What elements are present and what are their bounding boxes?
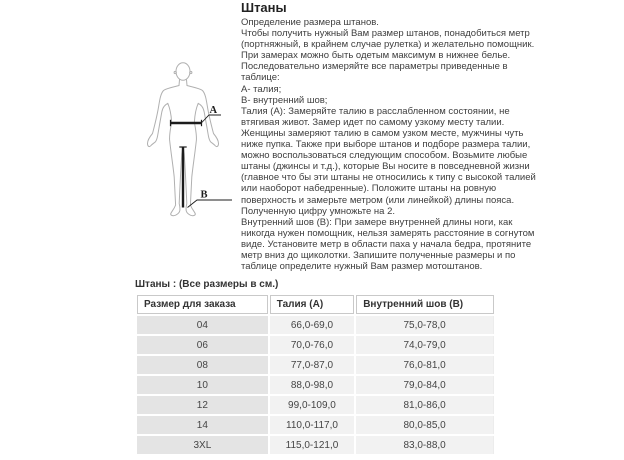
text-line: можно воспользоваться следующим способом. Возьмите любые xyxy=(241,150,528,162)
text-line: втягивая живот. Замер идет по самому узкому месту талии. xyxy=(241,116,505,128)
label-b-leader-line xyxy=(188,200,233,208)
page-title: Штаны xyxy=(241,0,287,15)
text-line: штаны (джинсы и т.д.), которые Вы носите в повседневной жизни xyxy=(241,161,530,173)
size-cell: 3XL xyxy=(137,436,268,454)
text-line: таблице: xyxy=(241,72,280,84)
text-line: никогда нужен помощник, нельзя замерять расстояние в согнутом xyxy=(241,227,535,239)
body-measurement-diagram xyxy=(128,57,244,221)
size-cell: 06 xyxy=(137,336,268,354)
waist-cell: 70,0-76,0 xyxy=(270,336,354,354)
inseam-cell: 79,0-84,0 xyxy=(356,376,494,394)
inseam-label-b: B xyxy=(200,189,208,201)
text-line: Внутренний шов (В): При замере внутренней длины ноги, как xyxy=(241,216,513,228)
text-line: Талия (А): Замеряйте талию в расслабленном состоянии, не xyxy=(241,105,510,117)
table-row xyxy=(137,376,494,394)
waist-cell: 115,0-121,0 xyxy=(270,436,354,454)
table-row xyxy=(137,416,494,434)
text-line: поверхность и замерьте метром (или линейкой) длины пояса. xyxy=(241,194,515,206)
size-cell: 10 xyxy=(137,376,268,394)
sizing-instructions-text xyxy=(241,17,536,273)
text-line: При замерах можно быть одетым максимум в нижнее белье. xyxy=(241,50,511,62)
table-row xyxy=(137,336,494,354)
waist-label-a: A xyxy=(209,105,218,116)
size-cell: 08 xyxy=(137,356,268,374)
inseam-cell: 76,0-81,0 xyxy=(356,356,494,374)
text-line: В- внутренний шов; xyxy=(241,94,328,106)
header-row xyxy=(137,295,494,314)
text-line: виде. Установите метр в области паха у начала бедра, протяните xyxy=(241,238,532,250)
waist-measure-mark xyxy=(171,120,202,126)
text-line: (главное что бы эти штаны не относились к типу с высокой талией xyxy=(241,172,536,184)
text-line: ниже пупка. Также при выборе штанов и подборе размера талии, xyxy=(241,139,531,151)
text-line: или наоборот набедренные). Положите штаны на ровную xyxy=(241,183,497,195)
table-row xyxy=(137,396,494,414)
inseam-cell: 75,0-78,0 xyxy=(356,316,494,334)
size-cell: 12 xyxy=(137,396,268,414)
text-line: Последовательно измеряйте все параметры приведенные в xyxy=(241,61,508,73)
text-line: Женщины замеряют талию в самом узком месте, мужчины чуть xyxy=(241,127,524,139)
text-line: Чтобы получить нужный Вам размер штанов, понадобиться метр xyxy=(241,28,530,40)
inseam-cell: 81,0-86,0 xyxy=(356,396,494,414)
size-table xyxy=(135,293,496,456)
waist-cell: 99,0-109,0 xyxy=(270,396,354,414)
inseam-cell: 74,0-79,0 xyxy=(356,336,494,354)
waist-cell: 88,0-98,0 xyxy=(270,376,354,394)
column-header-order-size: Размер для заказа xyxy=(137,295,268,314)
table-row xyxy=(137,356,494,374)
column-header-waist: Талия (А) xyxy=(270,295,354,314)
text-line: (портняжный, в крайнем случае рулетка) и желательно помощник. xyxy=(241,39,535,51)
waist-cell: 110,0-117,0 xyxy=(270,416,354,434)
inseam-cell: 83,0-88,0 xyxy=(356,436,494,454)
text-line: А- талия; xyxy=(241,83,282,95)
inseam-cell: 80,0-85,0 xyxy=(356,416,494,434)
waist-cell: 66,0-69,0 xyxy=(270,316,354,334)
column-header-inseam: Внутренний шов (В) xyxy=(356,295,494,314)
size-cell: 14 xyxy=(137,416,268,434)
size-cell: 04 xyxy=(137,316,268,334)
waist-cell: 77,0-87,0 xyxy=(270,356,354,374)
table-row xyxy=(137,316,494,334)
text-line: Полученную цифру умножьте на 2. xyxy=(241,205,395,217)
text-line: Определение размера штанов. xyxy=(241,17,379,28)
size-table-caption: Штаны : (Все размеры в см.) xyxy=(135,279,279,290)
text-line: таблице определите нужный Вам размер мотоштанов. xyxy=(241,261,483,273)
table-row xyxy=(137,436,494,454)
text-line: метр вниз до щиколотки. Запишите полученные размеры и по xyxy=(241,249,516,261)
